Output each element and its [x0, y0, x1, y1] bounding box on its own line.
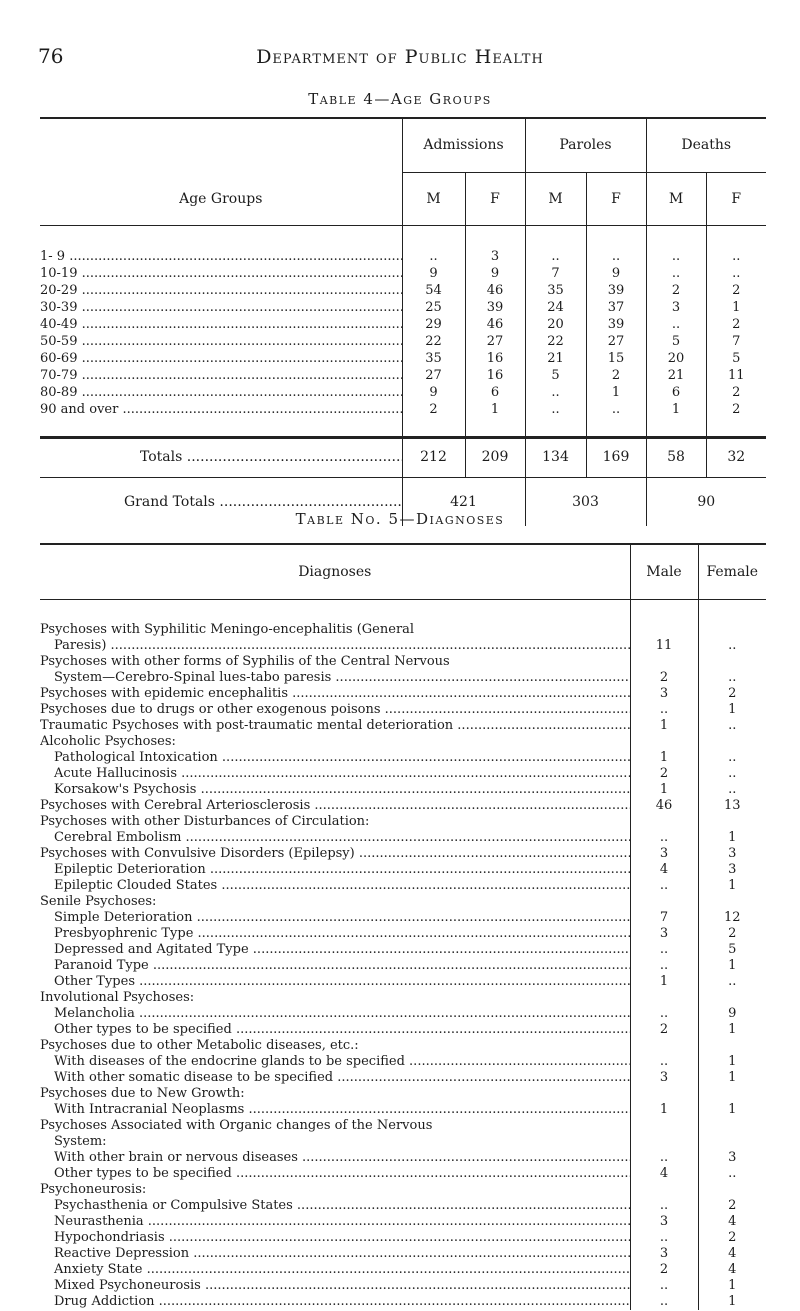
table-row [40, 846, 766, 862]
table-row [40, 1118, 766, 1134]
table-row [40, 878, 766, 894]
table4-corner [40, 118, 402, 173]
diagnosis-label: Psychoses Associated with Organic changes of the Nervous [40, 1118, 433, 1133]
female-count: .. [698, 638, 766, 654]
male-count: 3 [630, 686, 698, 702]
diagnosis-label: Psychoses with Convulsive Disorders (Epilepsy) ..... [40, 846, 630, 862]
table4-cell: 15 [586, 350, 646, 367]
table4-total-cell: 58 [646, 437, 706, 478]
female-count: 1 [698, 1054, 766, 1070]
table4-cell: .. [706, 265, 766, 282]
diagnosis-label: System—Cerebro-Spinal lues-tabo paresis ..... [40, 670, 630, 686]
table-row [40, 1054, 766, 1070]
diagnosis-label: Paranoid Type ..... [40, 958, 630, 974]
male-count: .. [630, 1198, 698, 1214]
table4-grand-total-cell: 90 [646, 478, 766, 527]
female-count: 2 [698, 1230, 766, 1246]
diagnosis-label: Psychoses with other Disturbances of Circulation: [40, 814, 370, 829]
male-count: .. [630, 1150, 698, 1166]
table4-cell: 54 [402, 282, 465, 299]
table4-cell: 22 [525, 333, 586, 350]
table4-total-cell: 212 [402, 437, 465, 478]
table4-grand-total-cell: 303 [525, 478, 646, 527]
table4-cell: 5 [525, 367, 586, 384]
diagnosis-label: Psychoses with Syphilitic Meningo-encephalitis (General [40, 622, 415, 637]
table4-total-cell: 209 [465, 437, 525, 478]
diagnosis-label: Depressed and Agitated Type ..... [40, 942, 630, 958]
table-row [40, 333, 766, 350]
table-row [40, 686, 766, 702]
table4-grand-total-cell: 421 [402, 478, 525, 527]
table4-sub-header-row [40, 173, 766, 226]
diagnosis-label: Psychoses due to drugs or other exogenous poisons ..... [40, 702, 630, 718]
female-count: .. [698, 782, 766, 798]
female-count: .. [698, 974, 766, 990]
table5-header-row [40, 545, 766, 600]
male-count: .. [630, 1054, 698, 1070]
table4-cell: .. [525, 401, 586, 437]
table4-cell: 1 [586, 384, 646, 401]
male-count: 1 [630, 718, 698, 734]
table4-cell: 20 [525, 316, 586, 333]
table-row [40, 862, 766, 878]
diagnosis-label: Psychasthenia or Compulsive States ..... [40, 1198, 630, 1214]
table4-totals-label: Totals ..... [40, 437, 402, 478]
table4-sub-header: F [586, 173, 646, 226]
female-count [698, 1118, 766, 1134]
diagnosis-label: Paresis) ..... [40, 638, 630, 654]
table-row [40, 1022, 766, 1038]
diagnosis-label: System: [54, 1134, 107, 1149]
table4-cell: 9 [465, 265, 525, 282]
diagnosis-label: Psychoneurosis: [40, 1182, 147, 1197]
table4-cell: 37 [586, 299, 646, 316]
female-count: .. [698, 1166, 766, 1182]
table4-cell: 39 [586, 316, 646, 333]
male-count: 3 [630, 846, 698, 862]
male-count: .. [630, 830, 698, 846]
table4-cell: 2 [402, 401, 465, 437]
table4-sub-header: F [706, 173, 766, 226]
diagnosis-label: Psychoses with epidemic encephalitis ..... [40, 686, 630, 702]
table4-cell: 35 [402, 350, 465, 367]
table-row [40, 1166, 766, 1182]
table4-cell: 7 [706, 333, 766, 350]
table4-cell: 20 [646, 350, 706, 367]
diagnosis-label: Epileptic Deterioration ..... [40, 862, 630, 878]
diagnosis-label: Other Types ..... [40, 974, 630, 990]
table5-diagnoses [40, 545, 766, 1310]
diagnosis-label: Drug Addiction ..... [40, 1294, 630, 1310]
male-count [630, 1182, 698, 1198]
table-row [40, 798, 766, 814]
male-count: .. [630, 942, 698, 958]
table4-cell: 6 [465, 384, 525, 401]
table4-age-label: 40-49 ..... [40, 316, 402, 333]
male-count: .. [630, 1294, 698, 1310]
diagnosis-label: Melancholia ..... [40, 1006, 630, 1022]
diagnosis-label: Korsakow's Psychosis ..... [40, 782, 630, 798]
diagnosis-label: Reactive Depression ..... [40, 1246, 630, 1262]
table4-age-label: 1- 9 ..... [40, 226, 402, 266]
male-count: 1 [630, 974, 698, 990]
female-count [698, 600, 766, 639]
table4-cell: 2 [586, 367, 646, 384]
table4-cell: .. [402, 226, 465, 266]
table4-cell: 39 [586, 282, 646, 299]
male-count [630, 990, 698, 1006]
female-count: 12 [698, 910, 766, 926]
diagnosis-label: Traumatic Psychoses with post-traumatic mental deterioration ..... [40, 718, 630, 734]
female-count [698, 1134, 766, 1150]
table-row [40, 926, 766, 942]
table4-age-groups [40, 118, 766, 526]
running-head: Department of Public Health [256, 46, 544, 68]
table4-cell: 35 [525, 282, 586, 299]
table4-total-cell: 32 [706, 437, 766, 478]
table4-sub-header: M [646, 173, 706, 226]
male-count: 3 [630, 1070, 698, 1086]
table-row [40, 1230, 766, 1246]
table-row [40, 1262, 766, 1278]
table-row [40, 1086, 766, 1102]
table4-cell: 21 [525, 350, 586, 367]
male-count: 1 [630, 750, 698, 766]
male-count: 2 [630, 1262, 698, 1278]
table4-cell: 7 [525, 265, 586, 282]
table-row [40, 1150, 766, 1166]
table-row [40, 1038, 766, 1054]
table-row [40, 750, 766, 766]
table-row [40, 316, 766, 333]
male-count [630, 1038, 698, 1054]
female-count [698, 894, 766, 910]
male-count [630, 600, 698, 639]
male-count: 3 [630, 1214, 698, 1230]
table-row [40, 942, 766, 958]
table4-cell: 5 [646, 333, 706, 350]
diagnosis-label: Psychoses with Cerebral Arteriosclerosis ..... [40, 798, 630, 814]
table-row [40, 1182, 766, 1198]
table-row [40, 1198, 766, 1214]
female-count: .. [698, 718, 766, 734]
table-row [40, 766, 766, 782]
male-count: 3 [630, 1246, 698, 1262]
female-count: 2 [698, 686, 766, 702]
male-count: .. [630, 1278, 698, 1294]
male-count: .. [630, 1230, 698, 1246]
table4-cell: .. [586, 226, 646, 266]
table4-caption: Table 4—Age Groups [308, 90, 492, 108]
female-count: 4 [698, 1246, 766, 1262]
female-count [698, 654, 766, 670]
table4-cell: .. [525, 226, 586, 266]
female-count: 1 [698, 878, 766, 894]
table4-total-cell: 134 [525, 437, 586, 478]
table4-age-label: 80-89 ..... [40, 384, 402, 401]
diagnosis-label: Mixed Psychoneurosis ..... [40, 1278, 630, 1294]
table4-row-header: Age Groups [40, 173, 402, 226]
table4-cell: .. [525, 384, 586, 401]
table4-age-label: 50-59 ..... [40, 333, 402, 350]
table-row [40, 958, 766, 974]
diagnosis-label: Pathological Intoxication ..... [40, 750, 630, 766]
table-row [40, 367, 766, 384]
table4-cell: 16 [465, 350, 525, 367]
table4-group-header-row [40, 118, 766, 173]
table4-cell: 27 [586, 333, 646, 350]
table4-cell: 22 [402, 333, 465, 350]
table4-cell: 1 [706, 299, 766, 316]
male-count: 4 [630, 1166, 698, 1182]
male-count [630, 814, 698, 830]
table-row [40, 401, 766, 437]
diagnosis-label: Cerebral Embolism ..... [40, 830, 630, 846]
table4-cell: 21 [646, 367, 706, 384]
diagnosis-label: Alcoholic Psychoses: [40, 734, 176, 749]
female-count [698, 990, 766, 1006]
male-count [630, 894, 698, 910]
male-count: 11 [630, 638, 698, 654]
table4-cell: 27 [402, 367, 465, 384]
table-row [40, 638, 766, 654]
table5-header-male: Male [630, 545, 698, 600]
table4-cell: 46 [465, 316, 525, 333]
diagnosis-label: With other brain or nervous diseases ..... [40, 1150, 630, 1166]
diagnosis-label: Other types to be specified ..... [40, 1166, 630, 1182]
male-count: .. [630, 702, 698, 718]
male-count: 4 [630, 862, 698, 878]
diagnosis-label: Hypochondriasis ..... [40, 1230, 630, 1246]
table-row [40, 600, 766, 639]
female-count: 2 [698, 1198, 766, 1214]
table-row [40, 814, 766, 830]
page-number: 76 [38, 44, 64, 68]
female-count: 1 [698, 1294, 766, 1310]
table4-cell: .. [646, 265, 706, 282]
table4-totals-row [40, 437, 766, 478]
table-row [40, 734, 766, 750]
female-count [698, 1086, 766, 1102]
female-count: 4 [698, 1214, 766, 1230]
table4-cell: 9 [402, 384, 465, 401]
diagnosis-label: Psychoses due to other Metabolic diseases, etc.: [40, 1038, 359, 1053]
diagnosis-label: Other types to be specified ..... [40, 1022, 630, 1038]
table4-cell: 2 [706, 384, 766, 401]
diagnosis-label: With other somatic disease to be specified ..... [40, 1070, 630, 1086]
table5-header-female: Female [698, 545, 766, 600]
table4-cell: 46 [465, 282, 525, 299]
female-count: 1 [698, 1102, 766, 1118]
table-row [40, 1246, 766, 1262]
table4-total-cell: 169 [586, 437, 646, 478]
table4-cell: 27 [465, 333, 525, 350]
female-count: 5 [698, 942, 766, 958]
male-count: .. [630, 1006, 698, 1022]
female-count: .. [698, 750, 766, 766]
male-count: 2 [630, 670, 698, 686]
table4-cell: 3 [646, 299, 706, 316]
male-count [630, 1086, 698, 1102]
female-count: 1 [698, 1022, 766, 1038]
table4-cell: .. [646, 226, 706, 266]
table-row [40, 990, 766, 1006]
diagnosis-label: Epileptic Clouded States ..... [40, 878, 630, 894]
table4-cell: 25 [402, 299, 465, 316]
female-count: 1 [698, 830, 766, 846]
female-count [698, 1038, 766, 1054]
table4-cell: .. [586, 401, 646, 437]
female-count [698, 814, 766, 830]
male-count: .. [630, 958, 698, 974]
table4-age-label: 20-29 ..... [40, 282, 402, 299]
table4-cell: 1 [465, 401, 525, 437]
male-count: 1 [630, 782, 698, 798]
table5-header-diagnoses: Diagnoses [40, 545, 630, 600]
table4-cell: 24 [525, 299, 586, 316]
table4-age-label: 70-79 ..... [40, 367, 402, 384]
diagnosis-label: Acute Hallucinosis ..... [40, 766, 630, 782]
table-row [40, 1006, 766, 1022]
table-row [40, 1102, 766, 1118]
table4-group-admissions: Admissions [402, 118, 525, 173]
diagnosis-label: Involutional Psychoses: [40, 990, 195, 1005]
female-count [698, 1182, 766, 1198]
table4-cell: 2 [706, 316, 766, 333]
table-row [40, 1070, 766, 1086]
table-row [40, 384, 766, 401]
table-row [40, 974, 766, 990]
table-row [40, 265, 766, 282]
male-count: 7 [630, 910, 698, 926]
female-count: 9 [698, 1006, 766, 1022]
female-count: 13 [698, 798, 766, 814]
female-count: 1 [698, 958, 766, 974]
male-count: .. [630, 878, 698, 894]
table4-cell: .. [646, 316, 706, 333]
table-row [40, 702, 766, 718]
diagnosis-label: Presbyophrenic Type ..... [40, 926, 630, 942]
table4-age-label: 60-69 ..... [40, 350, 402, 367]
male-count: 2 [630, 1022, 698, 1038]
table4-cell: 16 [465, 367, 525, 384]
table4-cell: 6 [646, 384, 706, 401]
diagnosis-label: Psychoses due to New Growth: [40, 1086, 245, 1101]
table-row [40, 350, 766, 367]
table4-sub-header: F [465, 173, 525, 226]
table4-cell: 11 [706, 367, 766, 384]
female-count: .. [698, 766, 766, 782]
female-count [698, 734, 766, 750]
table-row [40, 782, 766, 798]
table4-age-label: 30-39 ..... [40, 299, 402, 316]
table4-cell: 9 [402, 265, 465, 282]
male-count: 2 [630, 766, 698, 782]
female-count: 1 [698, 702, 766, 718]
female-count: 3 [698, 862, 766, 878]
table4-cell: .. [706, 226, 766, 266]
female-count: 3 [698, 1150, 766, 1166]
male-count [630, 1134, 698, 1150]
table4-cell: 1 [646, 401, 706, 437]
diagnosis-label: Psychoses with other forms of Syphilis of the Central Nervous [40, 654, 450, 669]
female-count: 1 [698, 1278, 766, 1294]
table-row [40, 718, 766, 734]
male-count: 46 [630, 798, 698, 814]
male-count: 3 [630, 926, 698, 942]
table4-cell: 9 [586, 265, 646, 282]
table4-cell: 29 [402, 316, 465, 333]
female-count: 3 [698, 846, 766, 862]
table-row [40, 670, 766, 686]
table-row [40, 910, 766, 926]
table4-cell: 2 [706, 401, 766, 437]
table4-cell: 5 [706, 350, 766, 367]
table4-age-label: 90 and over ..... [40, 401, 402, 437]
table4-group-deaths: Deaths [646, 118, 766, 173]
female-count: .. [698, 670, 766, 686]
diagnosis-label: With diseases of the endocrine glands to be specified ..... [40, 1054, 630, 1070]
table-row [40, 1278, 766, 1294]
male-count [630, 654, 698, 670]
table-row [40, 1134, 766, 1150]
table4-group-paroles: Paroles [525, 118, 646, 173]
male-count [630, 734, 698, 750]
female-count: 4 [698, 1262, 766, 1278]
table-row [40, 282, 766, 299]
diagnosis-label: Simple Deterioration ..... [40, 910, 630, 926]
table-row [40, 894, 766, 910]
female-count: 1 [698, 1070, 766, 1086]
table4-age-label: 10-19 ..... [40, 265, 402, 282]
male-count: 1 [630, 1102, 698, 1118]
table4-cell: 2 [706, 282, 766, 299]
table-row [40, 1294, 766, 1310]
table-row [40, 1214, 766, 1230]
table-row [40, 654, 766, 670]
table5-caption: Table No. 5—Diagnoses [295, 510, 505, 528]
table-row [40, 830, 766, 846]
table4-cell: 2 [646, 282, 706, 299]
diagnosis-label: Neurasthenia ..... [40, 1214, 630, 1230]
table4-cell: 3 [465, 226, 525, 266]
table4-sub-header: M [525, 173, 586, 226]
table4-grand-totals-label: Grand Totals ..... [40, 478, 402, 527]
table4-cell: 39 [465, 299, 525, 316]
female-count: 2 [698, 926, 766, 942]
table-row [40, 299, 766, 316]
diagnosis-label: Anxiety State ..... [40, 1262, 630, 1278]
table-row [40, 226, 766, 266]
table4-sub-header: M [402, 173, 465, 226]
male-count [630, 1118, 698, 1134]
diagnosis-label: With Intracranial Neoplasms ..... [40, 1102, 630, 1118]
diagnosis-label: Senile Psychoses: [40, 894, 157, 909]
